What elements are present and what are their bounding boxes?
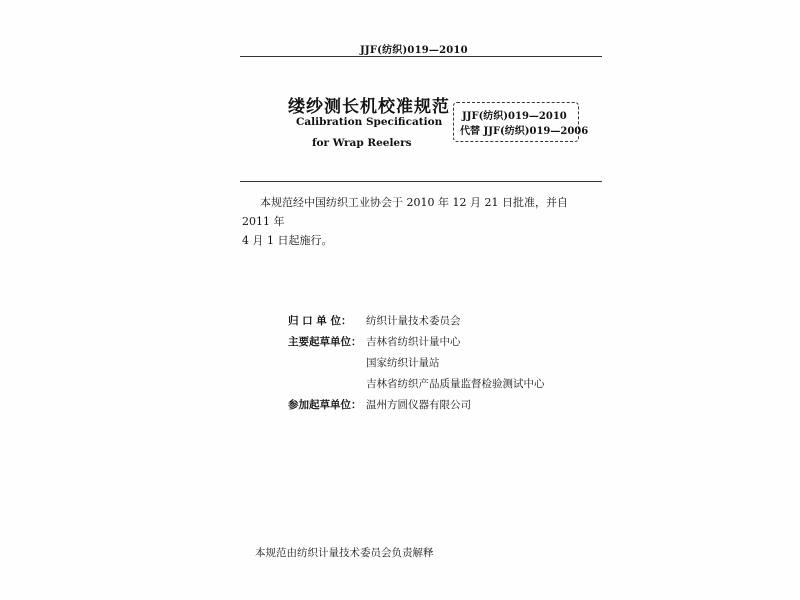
title-english-line2: for Wrap Reelers <box>312 137 412 149</box>
header-divider <box>240 56 602 57</box>
unit-label: 主要起草单位： <box>288 336 362 348</box>
title-chinese: 缕纱测长机校准规范 <box>288 97 450 117</box>
unit-value: 吉林省纺织计量中心 <box>366 336 461 348</box>
title-english-line1: Calibration Specification <box>296 116 443 128</box>
unit-value: 吉林省纺织产品质量监督检验测试中心 <box>366 378 545 390</box>
unit-value: 纺织计量技术委员会 <box>366 315 461 327</box>
current-standard-code: JJF(纺织)019—2010 <box>462 111 567 122</box>
approval-line-1: 本规范经中国纺织工业协会于 2010 年 12 月 21 日批准，并自 2011 年 <box>242 196 568 228</box>
header-standard-code: JJF(纺织)019—2010 <box>360 45 468 56</box>
unit-label: 归 口 单 位： <box>288 315 352 327</box>
section-divider <box>240 181 602 182</box>
replaced-standard-code: 代替 JJF(纺织)019—2006 <box>460 126 589 137</box>
interpretation-note: 本规范由纺织计量技术委员会负责解释 <box>255 547 434 559</box>
approval-line-2: 4 月 1 日起施行。 <box>242 234 333 247</box>
unit-value: 温州方圆仪器有限公司 <box>366 399 471 411</box>
standard-code-box <box>453 102 589 142</box>
unit-value: 国家纺织计量站 <box>366 357 440 369</box>
approval-statement <box>242 193 594 250</box>
unit-label: 参加起草单位： <box>288 399 362 411</box>
